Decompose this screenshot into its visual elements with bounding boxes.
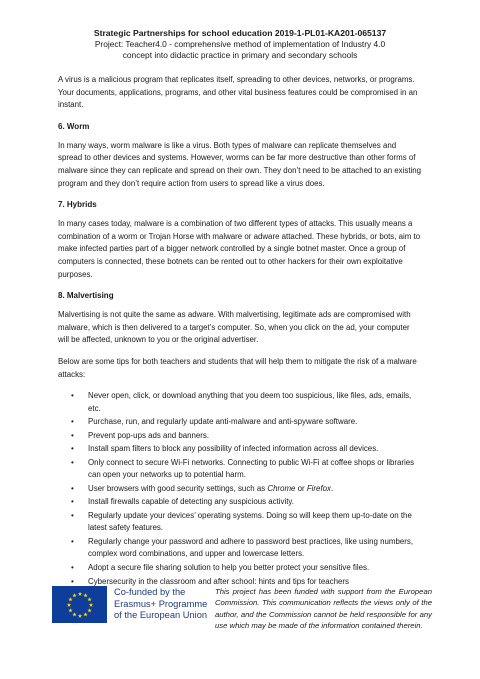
- list-item: [71, 443, 422, 455]
- eu-star-icon: [68, 608, 72, 612]
- header-project-line-2: concept into didactic practice in primary and secondary schools: [122, 49, 358, 60]
- section-body-hybrids: In many cases today, malware is a combination of two different types of attacks. This usually means a combination of a worm or Trojan Horse with malware or adware attached. These hybrids, or bots, aim to make infected parties part of a bigger network controlled by a single botnet master. Once a group of computers is connected, these botnets can be rented out to other hackers for their own exploitative purposes.: [58, 219, 421, 279]
- list-item-text: Only connect to secure Wi-Fi networks. Connecting to public Wi-Fi at coffee shops or libraries can open your networks up to potential harm.: [88, 457, 415, 480]
- section-body-worm: In many ways, worm malware is like a virus. Both types of malware can replicate themselves and spread to other devices and systems. However, worms can be far more destructive than other forms of malware since they can replicate and spread on their own. They don’t need to be attached to an existing program and they don’t require action from users to spread like a virus does.: [58, 140, 422, 188]
- eu-flag-icon: [52, 586, 107, 623]
- eu-line-2: Erasmus+ Programme: [114, 598, 208, 609]
- eu-star-icon: [87, 608, 91, 612]
- eu-star-icon: [72, 612, 76, 616]
- bullet-icon: •: [71, 483, 74, 493]
- bullet-icon: •: [71, 457, 74, 467]
- intro-paragraph: A virus is a malicious program that replicates itself, spreading to other devices, networks, or programs. Your documents, applications, programs, and other vital business features could be compromised in an instant.: [58, 75, 418, 110]
- eu-star-icon: [77, 591, 81, 595]
- bullet-icon: •: [71, 391, 74, 401]
- section-heading-worm: 6. Worm: [58, 121, 90, 131]
- page-header: [58, 28, 422, 60]
- list-item-text: Regularly update your devices’ operating systems. Doing so will keep them up-to-date on the latest safety features.: [88, 511, 412, 533]
- funding-disclaimer: This project has been funded with support from the European Commission. This communication reflects the views only of the author, and the Commission cannot be held responsible for any use which may be made of the information contained therein.: [215, 587, 432, 631]
- list-item: [71, 390, 422, 415]
- header-title: Strategic Partnerships for school education 2019-1-PL01-KA201-065137: [93, 28, 387, 38]
- list-item: [71, 496, 422, 508]
- page-footer: [52, 586, 432, 632]
- section-body-malvertising: Malvertising is not quite the same as adware. With malvertising, legitimate ads are compromised with malware, which is then delivered to a target’s computer. So, when you click on the ad, your computer will be affected, unknown to you or the original advertiser.: [58, 310, 411, 345]
- list-item-text: Never open, click, or download anything that you deem too suspicious, like files, ads, emails, etc.: [88, 391, 412, 413]
- eu-star-icon: [77, 613, 81, 617]
- list-item-text: Adopt a secure file sharing solution to help you better protect your sensitive files.: [88, 563, 370, 573]
- list-item-text: Cybersecurity in the classroom and after school: hints and tips for teachers: [88, 576, 349, 586]
- bullet-icon: •: [71, 430, 74, 440]
- list-item-text: Regularly change your password and adhere to password best practices, like using numbers, complex word combinations, and upper and lowercase letters.: [88, 537, 414, 559]
- eu-star-icon: [88, 602, 92, 606]
- eu-star-icon: [87, 597, 91, 601]
- eu-star-icon: [83, 593, 87, 597]
- bullet-icon: •: [71, 563, 74, 573]
- eu-stars-icon: [62, 587, 98, 623]
- tips-intro: Below are some tips for both teachers and students that will help them to mitigate the risk of a malware attacks:: [58, 356, 417, 379]
- tips-list: [58, 390, 422, 588]
- eu-star-icon: [72, 593, 76, 597]
- section-heading-hybrids: 7. Hybrids: [58, 200, 97, 210]
- eu-line-3: of the European Union: [114, 610, 208, 621]
- section-heading-malvertising: 8. Malvertising: [58, 291, 114, 301]
- bullet-icon: •: [71, 576, 74, 586]
- list-item-text: Install spam filters to block any possibility of infected information across all devices.: [88, 444, 379, 454]
- eu-star-icon: [66, 602, 70, 606]
- list-item: [71, 416, 422, 428]
- eu-star-icon: [83, 612, 87, 616]
- bullet-icon: •: [71, 444, 74, 454]
- eu-funding-text: [114, 587, 207, 622]
- eu-line-1: Co-funded by the: [114, 587, 186, 598]
- header-project-line-1: Project: Teacher4.0 - comprehensive method of implementation of Industry 4.0: [94, 39, 386, 49]
- list-item: [71, 536, 422, 561]
- eu-logo: [52, 586, 215, 623]
- bullet-icon: •: [71, 537, 74, 547]
- list-item-text: Purchase, run, and regularly update anti-malware and anti-spyware software.: [88, 417, 358, 427]
- bullet-icon: •: [71, 511, 74, 521]
- list-item: [71, 430, 422, 442]
- list-item: [71, 562, 422, 574]
- list-item-text: Install firewalls capable of detecting any suspicious activity.: [88, 497, 294, 507]
- bullet-icon: •: [71, 417, 74, 427]
- bullet-icon: •: [71, 497, 74, 507]
- list-item-text: User browsers with good security settings, such as Chrome or Firefox.: [88, 483, 334, 493]
- list-item: [71, 457, 422, 482]
- list-item: [71, 483, 422, 495]
- eu-star-icon: [68, 597, 72, 601]
- list-item-text: Prevent pop-ups ads and banners.: [88, 430, 210, 440]
- list-item: [71, 510, 422, 535]
